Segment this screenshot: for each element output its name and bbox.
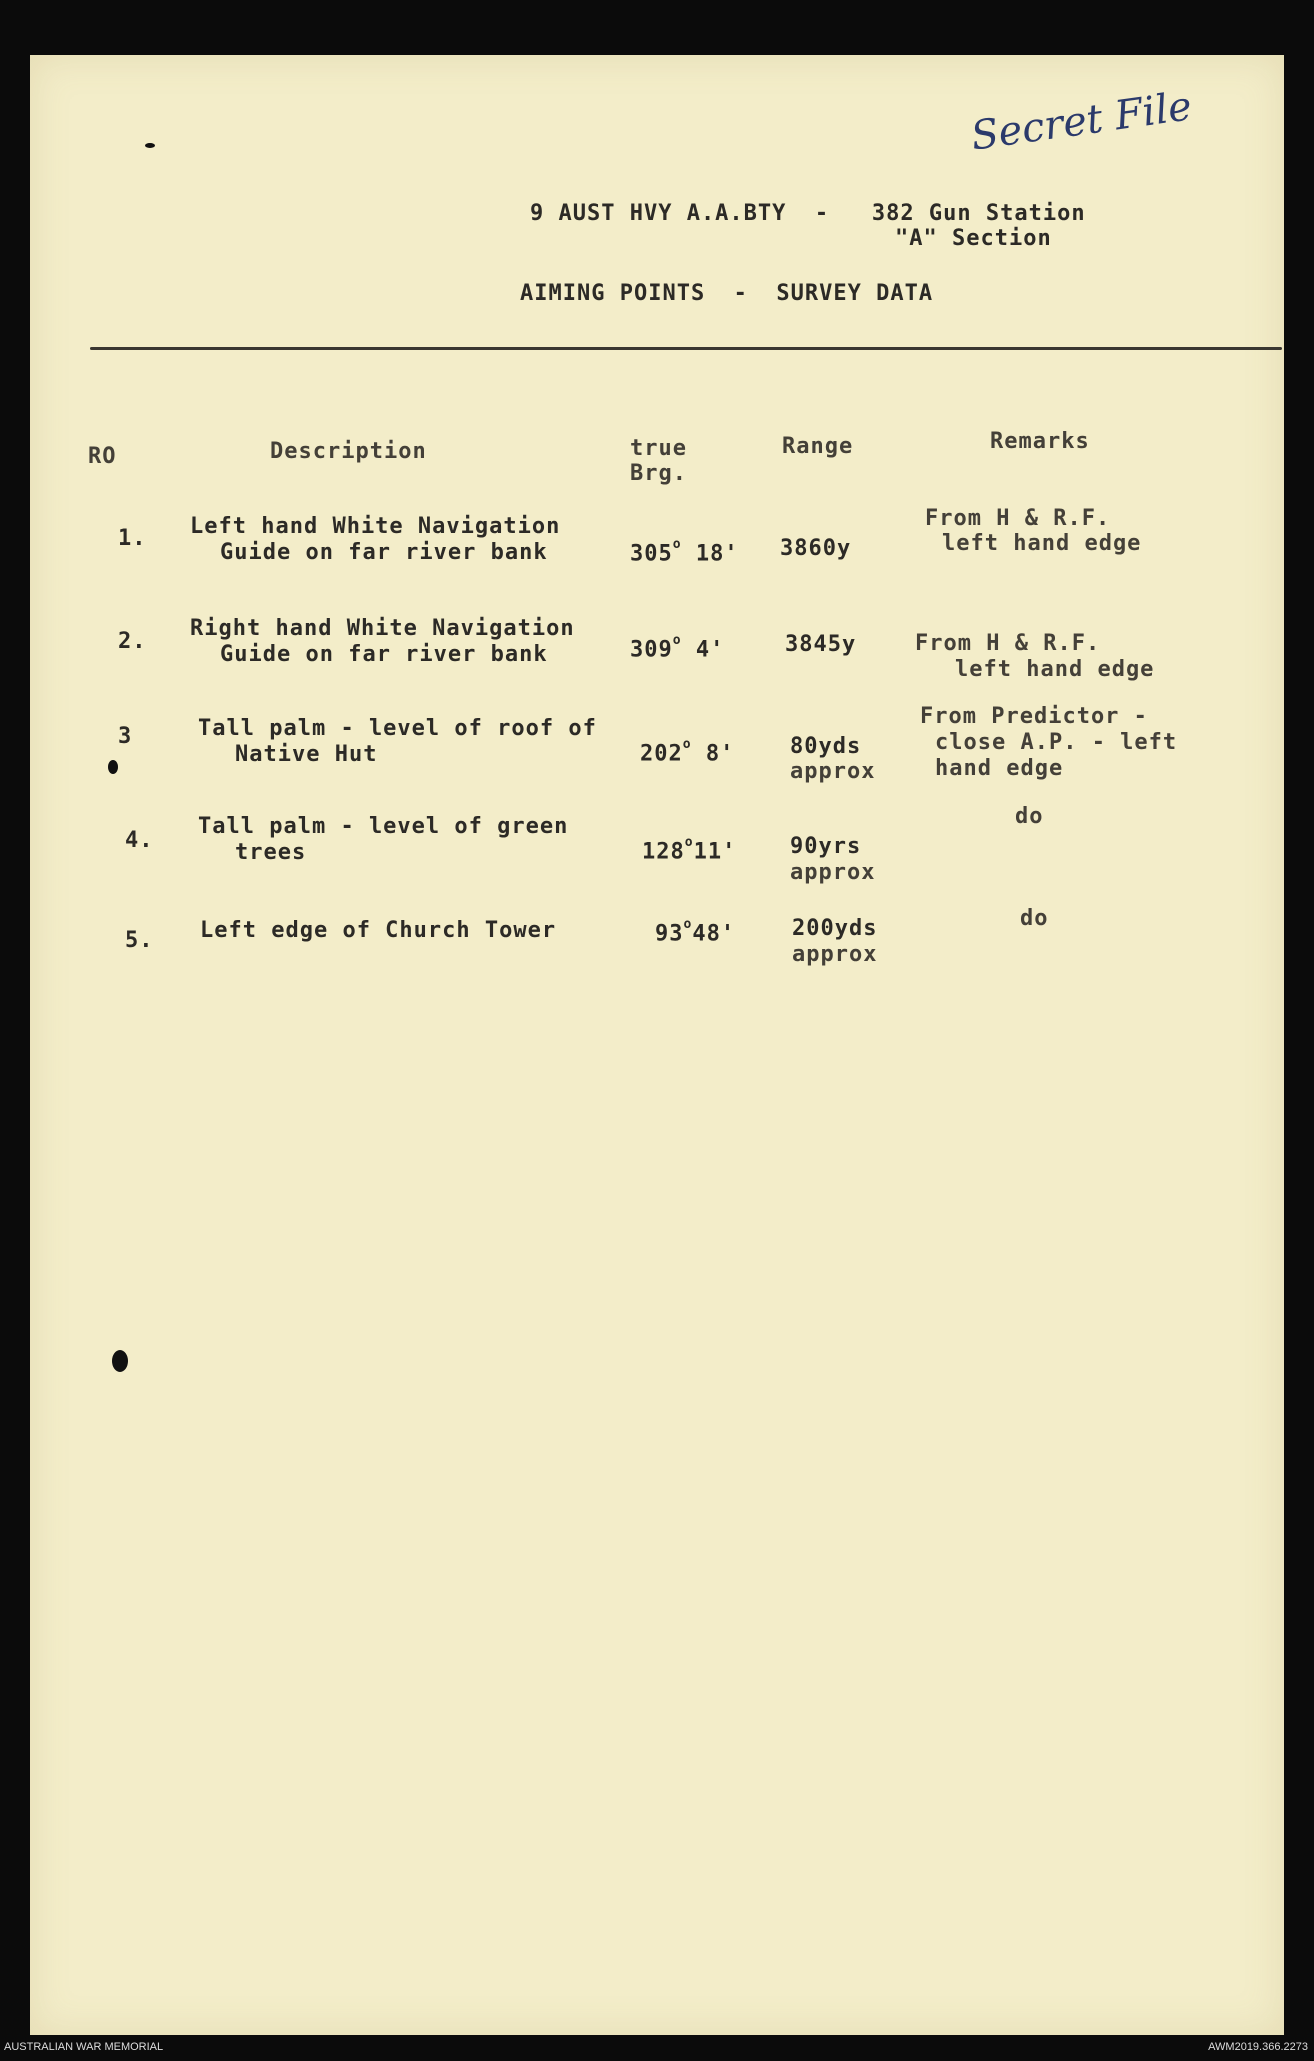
row-3-remarks-3: hand edge (935, 756, 1064, 781)
row-3-description-1: Tall palm - level of roof of (198, 716, 597, 741)
row-4-description-2: trees (235, 840, 307, 865)
punch-mark (145, 143, 155, 148)
row-3-bearing-minutes: 8' (705, 741, 735, 767)
row-4-bearing-degrees: 128 (642, 839, 685, 865)
column-header-bearing-2: Brg. (630, 461, 687, 486)
row-3-range-2: approx (790, 759, 876, 784)
row-5-range-2: approx (792, 942, 878, 967)
row-4-bearing (642, 833, 736, 866)
row-3-range-1: 80yds (790, 734, 862, 759)
ink-blot (108, 760, 118, 774)
column-header-description: Description (270, 439, 427, 464)
row-2-range: 3845y (785, 632, 857, 657)
header-line-1: 9 AUST HVY A.A.BTY - 382 Gun Station (530, 201, 1086, 226)
row-5-bearing-minutes: 48' (692, 921, 736, 947)
row-2-bearing (630, 631, 724, 664)
row-5-bearing-degrees: 93 (655, 921, 684, 947)
column-header-remarks: Remarks (990, 429, 1090, 454)
row-4-no: 4. (125, 828, 154, 853)
row-2-no: 2. (118, 629, 147, 654)
header-line-2: "A" Section (895, 226, 1052, 251)
row-5-no: 5. (125, 928, 154, 953)
row-4-bearing-minutes: 11' (693, 839, 737, 865)
row-5-remarks: do (1020, 906, 1049, 931)
column-header-no: RO (88, 444, 117, 469)
row-1-remarks-2: left hand edge (942, 531, 1142, 556)
degree-symbol: o (682, 737, 692, 752)
row-1-description-2: Guide on far river bank (220, 540, 548, 565)
row-3-bearing (640, 735, 734, 768)
document-page (30, 55, 1284, 2035)
row-5-bearing (655, 915, 735, 948)
footer-institution: AUSTRALIAN WAR MEMORIAL (4, 2041, 164, 2053)
footer-reference: AWM2019.366.2273 (1208, 2041, 1308, 2053)
row-2-description-2: Guide on far river bank (220, 642, 548, 667)
row-3-no: 3 (118, 724, 133, 749)
row-2-bearing-minutes: 4' (695, 637, 725, 663)
row-3-bearing-degrees: 202 (640, 741, 683, 767)
row-4-range-2: approx (790, 860, 876, 885)
row-1-remarks-1: From H & R.F. (925, 506, 1111, 531)
degree-symbol: o (683, 917, 693, 932)
degree-symbol: o (684, 835, 694, 850)
column-header-range: Range (782, 434, 854, 459)
row-1-bearing (630, 535, 739, 568)
punch-hole (112, 1350, 128, 1372)
row-2-bearing-degrees: 309 (630, 637, 673, 663)
document-subtitle: AIMING POINTS - SURVEY DATA (520, 281, 934, 306)
row-3-remarks-1: From Predictor - (920, 704, 1148, 729)
row-5-description-1: Left edge of Church Tower (200, 918, 557, 943)
row-1-bearing-degrees: 305 (630, 541, 673, 567)
row-2-remarks-2: left hand edge (955, 657, 1155, 682)
row-5-range-1: 200yds (792, 916, 878, 941)
row-2-remarks-1: From H & R.F. (915, 631, 1101, 656)
column-header-bearing-1: true (630, 436, 687, 461)
row-3-remarks-2: close A.P. - left (935, 730, 1178, 755)
row-1-range: 3860y (780, 536, 852, 561)
row-4-range-1: 90yrs (790, 834, 862, 859)
row-4-remarks: do (1015, 804, 1044, 829)
row-1-no: 1. (118, 526, 147, 551)
row-1-bearing-minutes: 18' (695, 541, 739, 567)
row-3-description-2: Native Hut (235, 742, 378, 767)
degree-symbol: o (672, 633, 682, 648)
row-4-description-1: Tall palm - level of green (198, 814, 569, 839)
row-1-description-1: Left hand White Navigation (190, 514, 561, 539)
degree-symbol: o (672, 537, 682, 552)
handwritten-annotation: Secret File (968, 83, 1195, 160)
row-2-description-1: Right hand White Navigation (190, 616, 575, 641)
header-rule (90, 347, 1282, 350)
